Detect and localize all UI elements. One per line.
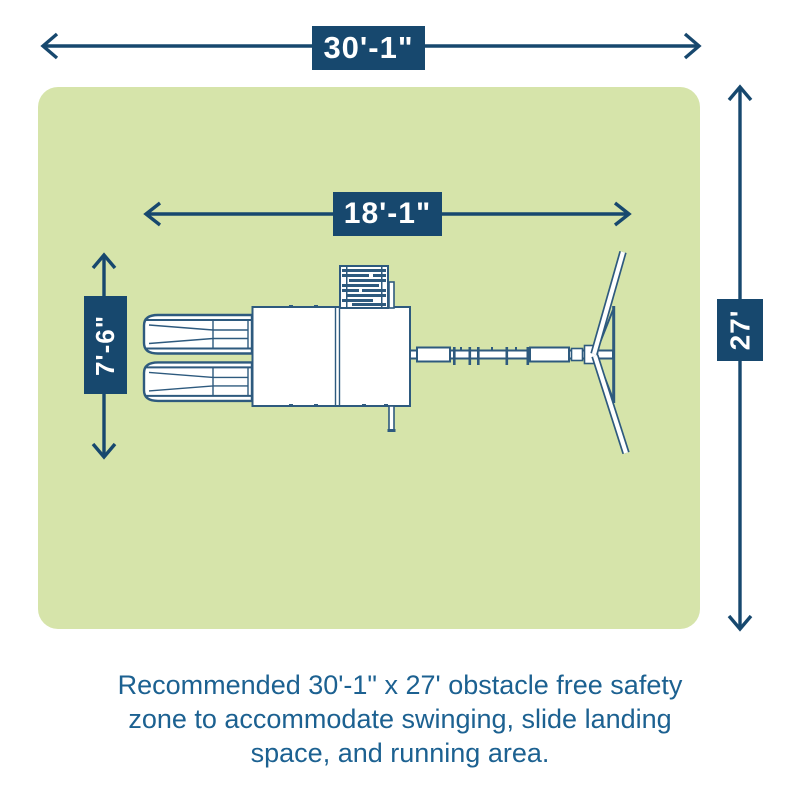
climbing-wall-icon	[340, 266, 388, 308]
caption-line: Recommended 30'-1" x 27' obstacle free safety	[117, 670, 683, 700]
dimension-value: 7'-6"	[90, 314, 120, 376]
playset-top-view-icon	[144, 252, 626, 453]
caption-line: space, and running area.	[250, 738, 550, 768]
post-icon	[388, 406, 396, 432]
dimension-label-playset-depth	[84, 296, 127, 394]
dimension-value: 18'-1"	[343, 197, 432, 230]
dimension-label-overall-width	[312, 26, 425, 70]
dimension-value: 27'	[724, 309, 755, 351]
swing-beam-icon	[410, 346, 613, 364]
slide-icon	[144, 315, 252, 354]
caption-line: zone to accommodate swinging, slide landing	[128, 704, 672, 734]
safety-zone-caption	[0, 668, 800, 770]
post-icon	[389, 282, 394, 308]
deck-icon	[253, 305, 411, 407]
dimension-label-playset-width	[333, 192, 442, 236]
dimension-value: 30'-1"	[323, 30, 414, 65]
slide-icon	[144, 362, 252, 401]
dimension-label-overall-depth	[717, 299, 763, 361]
